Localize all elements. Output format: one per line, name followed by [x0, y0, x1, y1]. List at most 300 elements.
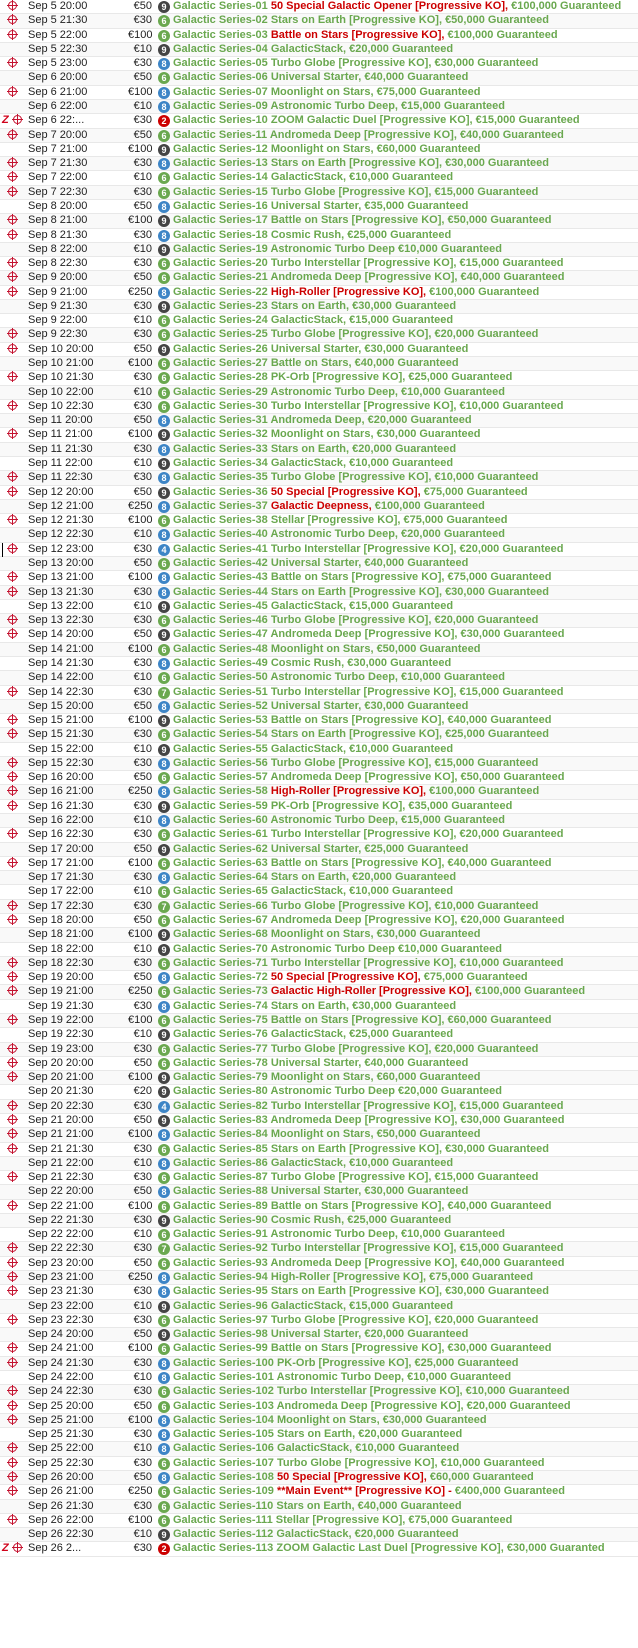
- tournament-name[interactable]: [173, 1514, 512, 1527]
- register-crosshair-icon[interactable]: [8, 1072, 17, 1081]
- tournament-name[interactable]: [173, 0, 621, 13]
- tournament-row[interactable]: [0, 371, 638, 385]
- register-crosshair-icon[interactable]: [8, 515, 17, 524]
- tournament-name[interactable]: [173, 1528, 459, 1541]
- tournament-row[interactable]: [0, 71, 638, 85]
- tournament-name[interactable]: [173, 386, 505, 399]
- register-crosshair-icon[interactable]: [8, 158, 17, 167]
- tournament-name[interactable]: [173, 1285, 549, 1298]
- tournament-name[interactable]: [173, 1328, 468, 1341]
- tournament-name[interactable]: [173, 1214, 451, 1227]
- register-crosshair-icon[interactable]: [8, 915, 17, 924]
- table-size-badge: 9: [158, 144, 170, 156]
- register-crosshair-icon[interactable]: [8, 1443, 17, 1452]
- tournament-name[interactable]: [173, 1257, 565, 1270]
- tournament-row[interactable]: [0, 457, 638, 471]
- tournament-name[interactable]: [173, 543, 563, 556]
- guarantee: €100,000 Guaranteed: [447, 28, 558, 41]
- tournament-name[interactable]: [173, 86, 481, 99]
- tournament-row[interactable]: [0, 686, 638, 700]
- tournament-row[interactable]: [0, 300, 638, 314]
- tournament-row[interactable]: [0, 1485, 638, 1499]
- tournament-row[interactable]: [0, 828, 638, 842]
- register-crosshair-icon[interactable]: [8, 1458, 17, 1467]
- tournament-row[interactable]: [0, 957, 638, 971]
- tournament-row[interactable]: [0, 1371, 638, 1385]
- tournament-name[interactable]: [173, 1128, 481, 1141]
- tournament-name[interactable]: [173, 643, 481, 656]
- tournament-row[interactable]: [0, 129, 638, 143]
- tournament-name[interactable]: [173, 1014, 551, 1027]
- tournament-row[interactable]: [0, 1228, 638, 1242]
- tournament-row[interactable]: [0, 57, 638, 71]
- tournament-name[interactable]: [173, 1085, 502, 1098]
- start-time: Sep 14 21:30: [28, 656, 94, 669]
- tournament-name[interactable]: [173, 300, 456, 313]
- tournament-row[interactable]: [0, 943, 638, 957]
- register-crosshair-icon[interactable]: [8, 58, 17, 67]
- tournament-row[interactable]: [0, 657, 638, 671]
- tournament-row[interactable]: [0, 1285, 638, 1299]
- tournament-name[interactable]: [173, 1500, 462, 1513]
- tournament-name[interactable]: [173, 1357, 518, 1370]
- start-time: Sep 26 20:00: [28, 1470, 94, 1483]
- tournament-row[interactable]: [0, 714, 638, 728]
- register-crosshair-icon[interactable]: [8, 1386, 17, 1395]
- tournament-row[interactable]: [0, 643, 638, 657]
- tournament-name[interactable]: [173, 914, 565, 927]
- tournament-row[interactable]: [0, 1100, 638, 1114]
- tournament-row[interactable]: [0, 428, 638, 442]
- tournament-name[interactable]: [173, 328, 538, 341]
- tournament-name[interactable]: [173, 43, 453, 56]
- tournament-name[interactable]: [173, 557, 468, 570]
- series-number: Galactic Series-100: [173, 1356, 277, 1369]
- register-crosshair-icon[interactable]: [8, 687, 17, 696]
- tournament-row[interactable]: [0, 571, 638, 585]
- register-crosshair-icon[interactable]: [8, 858, 17, 867]
- tournament-row[interactable]: [0, 1242, 638, 1256]
- tournament-row[interactable]: [0, 514, 638, 528]
- tournament-row[interactable]: [0, 814, 638, 828]
- tournament-name[interactable]: [173, 800, 512, 813]
- register-crosshair-icon[interactable]: [8, 1172, 17, 1181]
- register-crosshair-icon[interactable]: [8, 758, 17, 767]
- tournament-name[interactable]: [173, 1442, 459, 1455]
- tournament-row[interactable]: [0, 229, 638, 243]
- tournament-row[interactable]: [0, 700, 638, 714]
- tournament-name[interactable]: [173, 500, 485, 513]
- tournament-row[interactable]: [0, 29, 638, 43]
- tournament-row[interactable]: [0, 143, 638, 157]
- register-crosshair-icon[interactable]: [8, 1315, 17, 1324]
- tournament-name[interactable]: [173, 1385, 570, 1398]
- tournament-row[interactable]: [0, 157, 638, 171]
- tournament-row[interactable]: [0, 743, 638, 757]
- tournament-row[interactable]: [0, 1043, 638, 1057]
- tournament-row[interactable]: [0, 414, 638, 428]
- tournament-name[interactable]: [173, 1000, 456, 1013]
- tournament-name[interactable]: [173, 614, 538, 627]
- tournament-row[interactable]: [0, 1143, 638, 1157]
- tournament-row[interactable]: [0, 1271, 638, 1285]
- tournament-name[interactable]: [173, 1314, 538, 1327]
- tournament-row[interactable]: [0, 1428, 638, 1442]
- row-icons: [2, 785, 26, 798]
- tournament-name[interactable]: [173, 957, 563, 970]
- register-crosshair-icon[interactable]: [8, 801, 17, 810]
- tournament-row[interactable]: [0, 971, 638, 985]
- register-crosshair-icon[interactable]: [8, 1286, 17, 1295]
- tournament-name[interactable]: [173, 257, 563, 270]
- tournament-row[interactable]: [0, 443, 638, 457]
- tournament-row[interactable]: [0, 871, 638, 885]
- tournament-name[interactable]: [173, 1157, 453, 1170]
- tournament-name[interactable]: [173, 757, 538, 770]
- tournament-name[interactable]: [173, 1100, 563, 1113]
- tournament-row[interactable]: [0, 771, 638, 785]
- tournament-row[interactable]: [0, 400, 638, 414]
- register-crosshair-icon[interactable]: [8, 472, 17, 481]
- register-crosshair-icon[interactable]: [8, 372, 17, 381]
- tournament-row[interactable]: [0, 1171, 638, 1185]
- tournament-name[interactable]: [173, 214, 551, 227]
- tournament-row[interactable]: [0, 1542, 638, 1556]
- register-crosshair-icon[interactable]: [8, 1201, 17, 1210]
- tournament-row[interactable]: [0, 614, 638, 628]
- register-crosshair-icon[interactable]: [8, 215, 17, 224]
- tournament-row[interactable]: [0, 286, 638, 300]
- tournament-row[interactable]: [0, 843, 638, 857]
- tournament-row[interactable]: [0, 257, 638, 271]
- tournament-name[interactable]: [173, 1242, 563, 1255]
- tournament-name[interactable]: [173, 371, 512, 384]
- tournament-name[interactable]: [173, 271, 565, 284]
- tournament-name[interactable]: [173, 1400, 571, 1413]
- tournament-name[interactable]: [173, 400, 563, 413]
- tournament-name[interactable]: [173, 29, 558, 42]
- tournament-name[interactable]: [173, 471, 538, 484]
- tournament-name[interactable]: [173, 571, 551, 584]
- tournament-name[interactable]: [173, 700, 468, 713]
- register-crosshair-icon[interactable]: [8, 587, 17, 596]
- tournament-name[interactable]: [173, 1185, 468, 1198]
- guarantee: €35,000 Guaranteed: [408, 799, 513, 812]
- tournament-row[interactable]: [0, 985, 638, 999]
- tournament-name[interactable]: [173, 771, 565, 784]
- tournament-name[interactable]: [173, 943, 502, 956]
- tournament-name[interactable]: [173, 100, 505, 113]
- tournament-row[interactable]: [0, 1028, 638, 1042]
- tournament-row[interactable]: [0, 386, 638, 400]
- tournament-name[interactable]: [173, 843, 468, 856]
- register-crosshair-icon[interactable]: [8, 230, 17, 239]
- tournament-row[interactable]: [0, 1400, 638, 1414]
- register-crosshair-icon[interactable]: [8, 1515, 17, 1524]
- tournament-name[interactable]: [173, 671, 505, 684]
- tournament-row[interactable]: [0, 671, 638, 685]
- tournament-name[interactable]: [173, 657, 451, 670]
- tournament-name[interactable]: [173, 686, 563, 699]
- tournament-row[interactable]: [0, 600, 638, 614]
- tournament-row[interactable]: [0, 1014, 638, 1028]
- guarantee: €30,000 Guaranteed: [364, 699, 469, 712]
- tournament-name[interactable]: [173, 1371, 511, 1384]
- register-crosshair-icon[interactable]: [8, 1058, 17, 1067]
- tournament-name[interactable]: [173, 514, 507, 527]
- tournament-row[interactable]: [0, 800, 638, 814]
- tournament-name[interactable]: [173, 143, 481, 156]
- tournament-name[interactable]: [173, 1300, 453, 1313]
- tournament-name[interactable]: [173, 857, 551, 870]
- tournament-name[interactable]: [173, 1342, 551, 1355]
- tournament-name[interactable]: [173, 1228, 505, 1241]
- tournament-name[interactable]: [173, 1471, 534, 1484]
- series-number: Galactic Series-110: [173, 1499, 277, 1512]
- tournament-row[interactable]: [0, 1357, 638, 1371]
- tournament-name[interactable]: [173, 1428, 462, 1441]
- guarantee: €20,000 Guaranteed: [367, 414, 472, 427]
- tournament-name[interactable]: [173, 428, 481, 441]
- tournament-row[interactable]: [0, 1328, 638, 1342]
- register-crosshair-icon[interactable]: [8, 615, 17, 624]
- tournament-row[interactable]: [0, 486, 638, 500]
- register-crosshair-icon[interactable]: [8, 972, 17, 981]
- tournament-name[interactable]: [173, 600, 453, 613]
- tournament-name[interactable]: [173, 1457, 545, 1470]
- register-crosshair-icon[interactable]: [8, 1358, 17, 1367]
- tournament-name[interactable]: [173, 714, 551, 727]
- tournament-row[interactable]: [0, 1000, 638, 1014]
- tournament-row[interactable]: [0, 1514, 638, 1528]
- tournament-row[interactable]: [0, 1342, 638, 1356]
- tournament-name[interactable]: [173, 57, 538, 70]
- tournament-row[interactable]: [0, 1414, 638, 1428]
- tournament-name[interactable]: [173, 357, 459, 370]
- tournament-row[interactable]: [0, 1057, 638, 1071]
- tournament-row[interactable]: [0, 114, 638, 128]
- register-crosshair-icon[interactable]: [8, 1243, 17, 1252]
- register-crosshair-icon[interactable]: [8, 786, 17, 795]
- tournament-row[interactable]: [0, 200, 638, 214]
- register-crosshair-icon[interactable]: [8, 572, 17, 581]
- register-crosshair-icon[interactable]: [8, 287, 17, 296]
- tournament-row[interactable]: [0, 1114, 638, 1128]
- register-crosshair-icon[interactable]: [8, 487, 17, 496]
- tournament-name[interactable]: [173, 586, 549, 599]
- tournament-name[interactable]: [173, 814, 505, 827]
- tournament-name[interactable]: [173, 1143, 549, 1156]
- register-crosshair-icon[interactable]: [8, 901, 17, 910]
- register-crosshair-icon[interactable]: [8, 1272, 17, 1281]
- tournament-name[interactable]: [173, 971, 528, 984]
- tournament-name[interactable]: [173, 443, 456, 456]
- register-crosshair-icon[interactable]: [8, 772, 17, 781]
- tournament-name[interactable]: [173, 229, 451, 242]
- register-crosshair-icon[interactable]: [8, 1015, 17, 1024]
- tournament-row[interactable]: [0, 885, 638, 899]
- tournament-name[interactable]: [173, 71, 468, 84]
- register-crosshair-icon[interactable]: [8, 401, 17, 410]
- tournament-name[interactable]: [173, 871, 456, 884]
- tournament-row[interactable]: [0, 214, 638, 228]
- tournament-row[interactable]: [0, 86, 638, 100]
- register-crosshair-icon[interactable]: [8, 829, 17, 838]
- register-crosshair-icon[interactable]: [8, 544, 17, 553]
- tournament-row[interactable]: [0, 1314, 638, 1328]
- tournament-name[interactable]: [173, 14, 549, 27]
- register-crosshair-icon[interactable]: [13, 1543, 22, 1552]
- tournament-name[interactable]: [173, 528, 505, 541]
- register-crosshair-icon[interactable]: [8, 1144, 17, 1153]
- tournament-name[interactable]: [173, 457, 453, 470]
- register-crosshair-icon[interactable]: [8, 1472, 17, 1481]
- series-number: Galactic Series-68: [173, 928, 271, 941]
- tournament-name[interactable]: [173, 1114, 565, 1127]
- tournament-row[interactable]: [0, 100, 638, 114]
- tournament-name[interactable]: [173, 1414, 487, 1427]
- tournament-row[interactable]: [0, 1257, 638, 1271]
- tournament-name[interactable]: [173, 486, 528, 499]
- tournament-name[interactable]: [173, 171, 453, 184]
- tournament-row[interactable]: [0, 785, 638, 799]
- tournament-name[interactable]: [173, 1043, 538, 1056]
- register-crosshair-icon[interactable]: [8, 958, 17, 967]
- tournament-name[interactable]: [173, 828, 563, 841]
- tournament-row[interactable]: [0, 1185, 638, 1199]
- tournament-row[interactable]: [0, 1128, 638, 1142]
- register-crosshair-icon[interactable]: [8, 172, 17, 181]
- register-crosshair-icon[interactable]: [8, 1343, 17, 1352]
- tournament-name[interactable]: [173, 286, 539, 299]
- series-number: Galactic Series-21: [173, 271, 271, 284]
- tournament-row[interactable]: [0, 328, 638, 342]
- tournament-name[interactable]: [173, 1200, 551, 1213]
- tournament-name[interactable]: [173, 157, 549, 170]
- tournament-name[interactable]: [173, 1071, 481, 1084]
- tournament-row[interactable]: [0, 1300, 638, 1314]
- register-crosshair-icon[interactable]: [8, 258, 17, 267]
- tournament-row[interactable]: [0, 728, 638, 742]
- tournament-name[interactable]: [173, 1057, 468, 1070]
- tournament-row[interactable]: [0, 1157, 638, 1171]
- tournament-name[interactable]: [173, 343, 468, 356]
- register-crosshair-icon[interactable]: [8, 986, 17, 995]
- register-crosshair-icon[interactable]: [8, 87, 17, 96]
- tournament-name[interactable]: [173, 129, 564, 142]
- tournament-row[interactable]: [0, 914, 638, 928]
- tournament-row[interactable]: [0, 528, 638, 542]
- register-crosshair-icon[interactable]: [8, 1258, 17, 1267]
- tournament-row[interactable]: [0, 1214, 638, 1228]
- register-crosshair-icon[interactable]: [8, 429, 17, 438]
- tournament-row[interactable]: [0, 928, 638, 942]
- tournament-name[interactable]: [173, 928, 481, 941]
- tournament-row[interactable]: [0, 1500, 638, 1514]
- tournament-row[interactable]: [0, 500, 638, 514]
- tournament-row[interactable]: [0, 14, 638, 28]
- tournament-name[interactable]: [173, 900, 538, 913]
- tournament-name[interactable]: [173, 1171, 538, 1184]
- tournament-row[interactable]: [0, 0, 638, 14]
- register-crosshair-icon[interactable]: [8, 1415, 17, 1424]
- tournament-name[interactable]: [173, 728, 549, 741]
- register-crosshair-icon[interactable]: [8, 272, 17, 281]
- register-crosshair-icon[interactable]: [8, 1, 17, 10]
- tournament-name[interactable]: [173, 1271, 533, 1284]
- tournament-name[interactable]: [173, 114, 580, 127]
- tournament-name[interactable]: [173, 785, 539, 798]
- tournament-row[interactable]: [0, 757, 638, 771]
- tournament-name[interactable]: [173, 243, 502, 256]
- register-crosshair-icon[interactable]: [8, 187, 17, 196]
- tournament-row[interactable]: [0, 471, 638, 485]
- tournament-name[interactable]: [173, 1028, 453, 1041]
- tournament-row[interactable]: [0, 1528, 638, 1542]
- tournament-name[interactable]: [173, 985, 585, 998]
- tournament-row[interactable]: [0, 543, 638, 557]
- register-crosshair-icon[interactable]: [8, 1401, 17, 1410]
- register-crosshair-icon[interactable]: [8, 1044, 17, 1053]
- tournament-row[interactable]: [0, 171, 638, 185]
- register-crosshair-icon[interactable]: [8, 1101, 17, 1110]
- register-crosshair-icon[interactable]: [13, 115, 22, 124]
- tournament-row[interactable]: [0, 900, 638, 914]
- tournament-row[interactable]: [0, 314, 638, 328]
- tournament-row[interactable]: [0, 1071, 638, 1085]
- register-crosshair-icon[interactable]: [8, 30, 17, 39]
- tournament-row[interactable]: [0, 357, 638, 371]
- register-crosshair-icon[interactable]: [8, 15, 17, 24]
- tournament-row[interactable]: [0, 557, 638, 571]
- tournament-name[interactable]: [173, 186, 538, 199]
- tournament-row[interactable]: [0, 1385, 638, 1399]
- tournament-name[interactable]: [173, 1542, 605, 1555]
- tournament-row[interactable]: [0, 1085, 638, 1099]
- tournament-row[interactable]: [0, 628, 638, 642]
- tournament-name[interactable]: [173, 314, 453, 327]
- register-crosshair-icon[interactable]: [8, 130, 17, 139]
- tournament-name[interactable]: [173, 743, 453, 756]
- register-crosshair-icon[interactable]: [8, 629, 17, 638]
- tournament-row[interactable]: [0, 1471, 638, 1485]
- register-crosshair-icon[interactable]: [8, 1115, 17, 1124]
- tournament-row[interactable]: [0, 271, 638, 285]
- tournament-row[interactable]: [0, 343, 638, 357]
- tournament-row[interactable]: [0, 1442, 638, 1456]
- register-crosshair-icon[interactable]: [8, 344, 17, 353]
- tournament-row[interactable]: [0, 43, 638, 57]
- tournament-name[interactable]: [173, 885, 453, 898]
- tournament-row[interactable]: [0, 857, 638, 871]
- tournament-name[interactable]: [173, 200, 468, 213]
- register-crosshair-icon[interactable]: [8, 1129, 17, 1138]
- tournament-name[interactable]: [173, 1485, 565, 1498]
- register-crosshair-icon[interactable]: [8, 1486, 17, 1495]
- tournament-row[interactable]: [0, 586, 638, 600]
- tournament-row[interactable]: [0, 243, 638, 257]
- tournament-name[interactable]: [173, 628, 565, 641]
- buy-in: €100: [128, 642, 153, 655]
- tournament-row[interactable]: [0, 1457, 638, 1471]
- tournament-row[interactable]: [0, 186, 638, 200]
- register-crosshair-icon[interactable]: [8, 715, 17, 724]
- register-crosshair-icon[interactable]: [8, 729, 17, 738]
- register-crosshair-icon[interactable]: [8, 329, 17, 338]
- tournament-row[interactable]: [0, 1200, 638, 1214]
- tournament-name[interactable]: [173, 414, 472, 427]
- start-time: Sep 17 20:00: [28, 842, 94, 855]
